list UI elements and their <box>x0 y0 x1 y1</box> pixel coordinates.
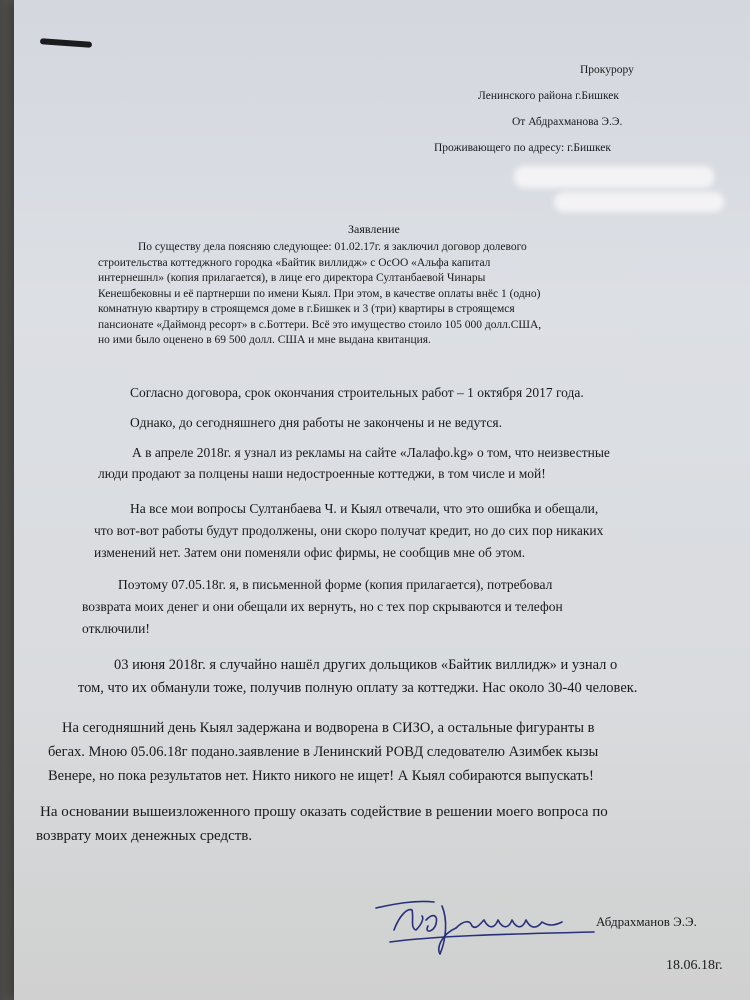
text-line: 03 июня 2018г. я случайно нашёл других дольщиков «Байтик виллидж» и узнал о <box>114 657 618 673</box>
text-line: отключили! <box>82 621 150 636</box>
signatory-name: Абдрахманов Э.Э. <box>596 914 697 929</box>
paragraph-4 <box>98 442 610 484</box>
signature-date: 18.06.18г. <box>666 958 723 973</box>
text-line: Поэтому 07.05.18г. я, в письменной форме (копия прилагается), потребовал <box>118 577 553 592</box>
document-page <box>14 0 750 1000</box>
text-line: Однако, до сегодняшнего дня работы не закончены и не ведутся. <box>130 415 502 430</box>
text-line: Венере, но пока результатов нет. Никто никого не ищет! А Кыял собираются выпускать! <box>48 768 594 784</box>
text-line: комнатную квартиру в строящемся доме в г.Бишкек и 3 (три) квартиры в строящемся <box>98 303 515 315</box>
text-line: Согласно договора, срок окончания строительных работ – 1 октября 2017 года. <box>130 385 584 400</box>
text-line: строительства коттеджного городка «Байтик виллидж» с ОсОО «Альфа капитал <box>98 256 491 269</box>
text-line: бегах. Мною 05.06.18г подано.заявление в Ленинский РОВД следователю Азимбек кызы <box>48 744 599 760</box>
binder-hole-mark <box>40 38 92 48</box>
text-line: По существу дела поясняю следующее: 01.02.17г. я заключил договор долевого <box>138 241 527 253</box>
paragraph-3 <box>130 412 502 433</box>
addressee-to: Прокурору <box>580 64 634 76</box>
text-line: изменений нет. Затем они поменяли офис фирмы, не сообщив мне об этом. <box>94 545 526 560</box>
paragraph-1 <box>98 240 541 349</box>
addressee-from: От Абдрахманова Э.Э. <box>512 116 623 128</box>
text-line: возврату моих денежных средств. <box>36 828 253 844</box>
text-line: интернешнл» (копия прилагается), в лице его директора Султанбаевой Чинары <box>98 272 486 284</box>
handwritten-signature <box>364 890 604 960</box>
paragraph-6 <box>82 574 563 640</box>
text-line: люди продают за полцены наши недостроенные коттеджи, в том числе и мой! <box>98 466 546 481</box>
paragraph-8 <box>48 716 598 788</box>
text-line: том, что их обманули тоже, получив полную оплату за коттеджи. Нас около 30-40 человек. <box>78 680 638 696</box>
text-line: А в апреле 2018г. я узнал из рекламы на сайте «Лалафо.kg» о том, что неизвестные <box>132 445 610 460</box>
text-line: На сегодняшний день Кыял задержана и водворена в СИЗО, а остальные фигуранты в <box>62 720 595 736</box>
paragraph-5 <box>94 498 603 564</box>
text-line: На все мои вопросы Султанбаева Ч. и Кыял отвечали, что это ошибка и обещали, <box>130 501 599 516</box>
text-line: что вот-вот работы будут продолжены, они скоро получат кредит, но до сих пор никаких <box>94 523 604 538</box>
addressee-address: Проживающего по адресу: г.Бишкек <box>434 142 612 154</box>
paragraph-2 <box>130 382 584 403</box>
paragraph-7 <box>78 654 637 700</box>
text-line: Кенешбековны и её партнерши по имени Кыял. При этом, в качестве оплаты внёс 1 (одно) <box>98 287 541 300</box>
redacted-address-line-2 <box>554 192 724 212</box>
text-line: На основании вышеизложенного прошу оказать содействие в решении моего вопроса по <box>40 804 608 820</box>
paragraph-9 <box>36 800 608 848</box>
text-line: возврата моих денег и они обещали их вернуть, но с тех пор скрываются и телефон <box>82 599 563 614</box>
document-title: Заявление <box>348 222 400 236</box>
redacted-address-line-1 <box>514 166 714 188</box>
text-line: пансионате «Даймонд ресорт» в с.Боттери. Всё это имущество стоило 105 000 долл.США, <box>98 318 542 331</box>
text-line: но ими было оценено в 69 500 долл. США и мне выдана квитанция. <box>98 334 431 346</box>
addressee-office: Ленинского района г.Бишкек <box>478 90 619 102</box>
